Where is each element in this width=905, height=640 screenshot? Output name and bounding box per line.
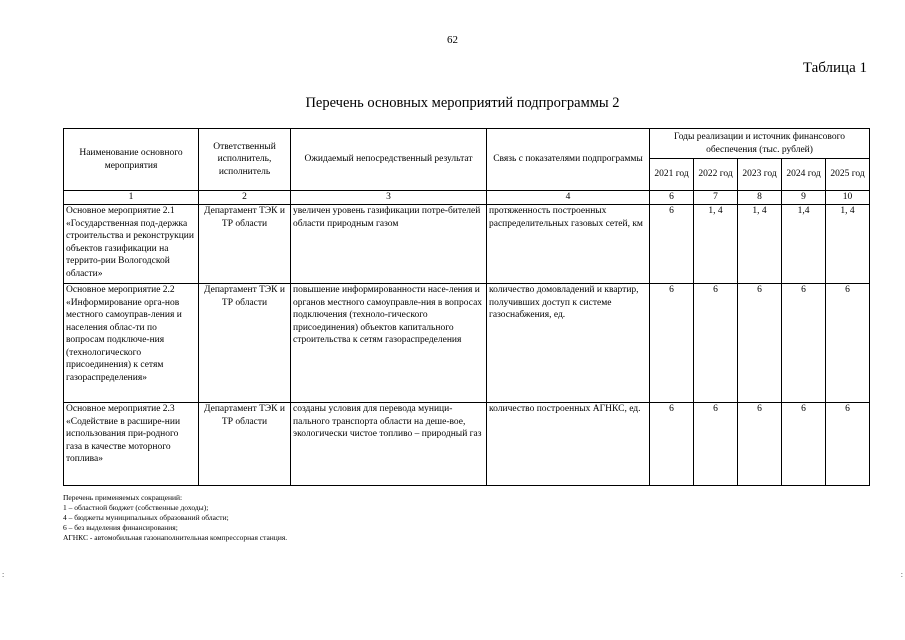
- column-number: 2: [199, 191, 291, 205]
- table-row: [64, 403, 870, 486]
- header-year-2024: 2024 год: [782, 159, 826, 191]
- value-2024: 6: [782, 403, 826, 486]
- value-2021: 6: [650, 205, 694, 284]
- value-2023: 6: [738, 284, 782, 403]
- value-2022: 6: [694, 284, 738, 403]
- table-caption: Таблица 1: [802, 60, 867, 76]
- activity-link: количество построенных АГНКС, ед.: [487, 403, 650, 486]
- document-title: Перечень основных мероприятий подпрограммы 2: [305, 95, 620, 111]
- header-responsible: Ответственный исполнитель, исполнитель: [199, 129, 291, 191]
- header-years-group: Годы реализации и источник финансового обеспечения (тыс. рублей): [650, 129, 870, 159]
- activity-link: протяженность построенных распределительных газовых сетей, км: [487, 205, 650, 284]
- activity-name: Основное мероприятие 2.1 «Государственная под-держка строительства и реконструкции объектов газификации на террито-рии Вологодской области»: [64, 205, 199, 284]
- activity-responsible: Департамент ТЭК и ТР области: [199, 284, 291, 403]
- column-number: 9: [782, 191, 826, 205]
- left-edge-mark: :: [2, 570, 5, 579]
- column-number-row: [64, 191, 870, 205]
- value-2023: 1, 4: [738, 205, 782, 284]
- header-link: Связь с показателями подпрограммы: [487, 129, 650, 191]
- column-number: 3: [291, 191, 487, 205]
- header-year-2023: 2023 год: [738, 159, 782, 191]
- activity-name: Основное мероприятие 2.2 «Информирование орга-нов местного самоуправ-ления и населения облас-ти по вопросам подключе-ния (технологического присоединения) к сетям газораспределения»: [64, 284, 199, 403]
- value-2025: 1, 4: [826, 205, 870, 284]
- column-number: 4: [487, 191, 650, 205]
- note-line: АГНКС - автомобильная газонаполнительная компрессорная станция.: [63, 533, 288, 542]
- header-year-2022: 2022 год: [694, 159, 738, 191]
- activity-name: Основное мероприятие 2.3 «Содействие в расшире-нии использования при-родного газа в качестве моторного топлива»: [64, 403, 199, 486]
- value-2022: 1, 4: [694, 205, 738, 284]
- column-number: 8: [738, 191, 782, 205]
- column-number: 6: [650, 191, 694, 205]
- table-row: [64, 284, 870, 403]
- note-line: 4 – бюджеты муниципальных образований области;: [63, 513, 229, 522]
- value-2021: 6: [650, 284, 694, 403]
- value-2025: 6: [826, 403, 870, 486]
- notes-heading: Перечень применяемых сокращений:: [63, 493, 183, 502]
- note-line: 6 – без выделения финансирования;: [63, 523, 178, 532]
- value-2022: 6: [694, 403, 738, 486]
- value-2023: 6: [738, 403, 782, 486]
- right-edge-mark: :: [900, 570, 903, 579]
- activities-table: [63, 128, 870, 486]
- value-2021: 6: [650, 403, 694, 486]
- value-2025: 6: [826, 284, 870, 403]
- activity-responsible: Департамент ТЭК и ТР области: [199, 403, 291, 486]
- value-2024: 6: [782, 284, 826, 403]
- activity-responsible: Департамент ТЭК и ТР области: [199, 205, 291, 284]
- abbreviations-notes: [63, 493, 287, 543]
- header-year-2025: 2025 год: [826, 159, 870, 191]
- header-year-2021: 2021 год: [650, 159, 694, 191]
- header-name: Наименование основного мероприятия: [64, 129, 199, 191]
- value-2024: 1,4: [782, 205, 826, 284]
- page-number: 62: [447, 34, 458, 46]
- activity-link: количество домовладений и квартир, получивших доступ к системе газоснабжения, ед.: [487, 284, 650, 403]
- table-row: [64, 205, 870, 284]
- column-number: 7: [694, 191, 738, 205]
- activity-result: увеличен уровень газификации потре-бителей области природным газом: [291, 205, 487, 284]
- column-number: 1: [64, 191, 199, 205]
- column-number: 10: [826, 191, 870, 205]
- note-line: 1 – областной бюджет (собственные доходы);: [63, 503, 209, 512]
- activity-result: повышение информированности насе-ления и органов местного самоуправле-ния в вопросах подключения (техноло-гического присоединения) объектов капитального строительства к сетям газораспределения: [291, 284, 487, 403]
- activity-result: созданы условия для перевода муници-пального транспорта области на деше-вое, экологически чистое топливо – природный газ: [291, 403, 487, 486]
- header-expected-result: Ожидаемый непосредственный результат: [291, 129, 487, 191]
